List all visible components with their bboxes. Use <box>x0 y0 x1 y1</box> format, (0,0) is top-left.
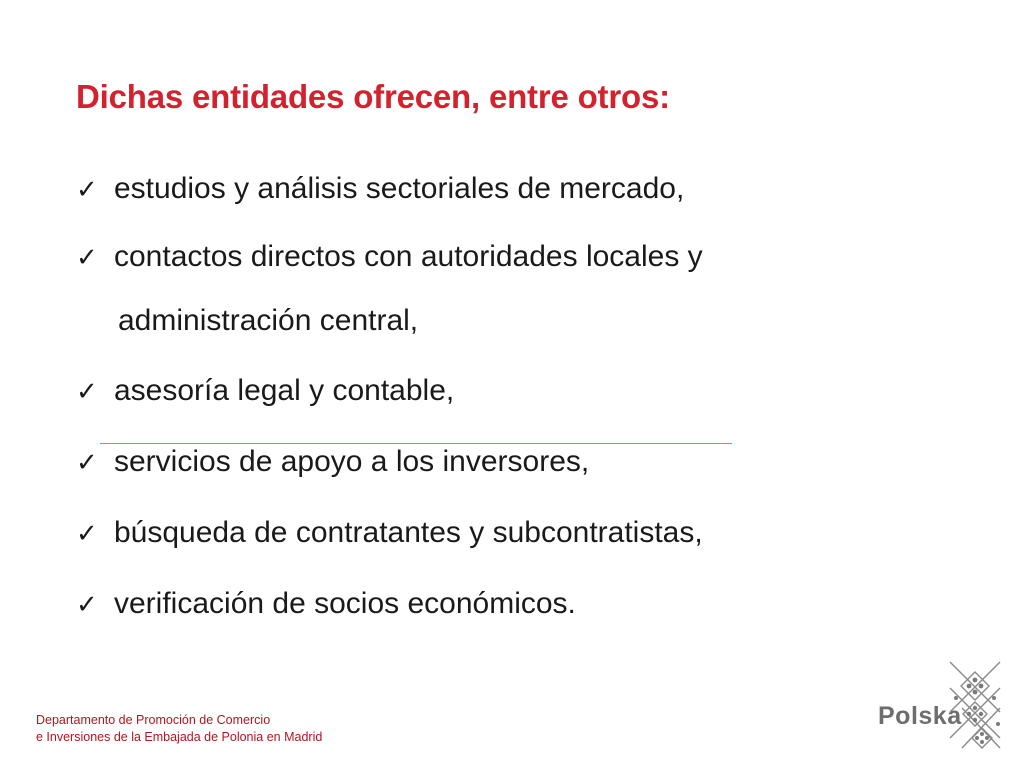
slide-title: Dichas entidades ofrecen, entre otros: <box>76 78 670 115</box>
footer-line-1: Departamento de Promoción de Comercio <box>36 713 271 727</box>
check-icon: ✓ <box>76 590 98 620</box>
bullet-text: servicios de apoyo a los inversores, <box>114 445 590 478</box>
check-icon: ✓ <box>76 175 98 205</box>
bullet-item <box>76 587 576 621</box>
bullet-item <box>76 172 684 206</box>
check-icon: ✓ <box>76 519 98 549</box>
bullet-item <box>76 516 703 550</box>
bullet-item <box>76 240 703 274</box>
polska-logo <box>872 658 1012 758</box>
footer <box>36 712 322 746</box>
bullet-text: asesoría legal y contable, <box>114 374 455 407</box>
check-icon: ✓ <box>76 243 98 273</box>
bullet-text: verificación de socios económicos. <box>114 587 576 620</box>
bullet-text: búsqueda de contratantes y subcontratistas, <box>114 516 703 549</box>
check-icon: ✓ <box>76 448 98 478</box>
bullet-item <box>76 374 454 408</box>
bullet-continuation-text: administración central, <box>118 304 419 337</box>
bullet-item <box>76 445 589 479</box>
logo-wordmark: Polska <box>878 702 962 730</box>
bullet-text: estudios y análisis sectoriales de mercado, <box>114 172 685 205</box>
red-divider-line <box>100 443 732 444</box>
bullet-text: contactos directos con autoridades locales y <box>114 240 703 273</box>
polska-ornament-icon <box>942 658 1008 754</box>
footer-line-2: e Inversiones de la Embajada de Polonia en Madrid <box>36 730 323 744</box>
check-icon: ✓ <box>76 377 98 407</box>
